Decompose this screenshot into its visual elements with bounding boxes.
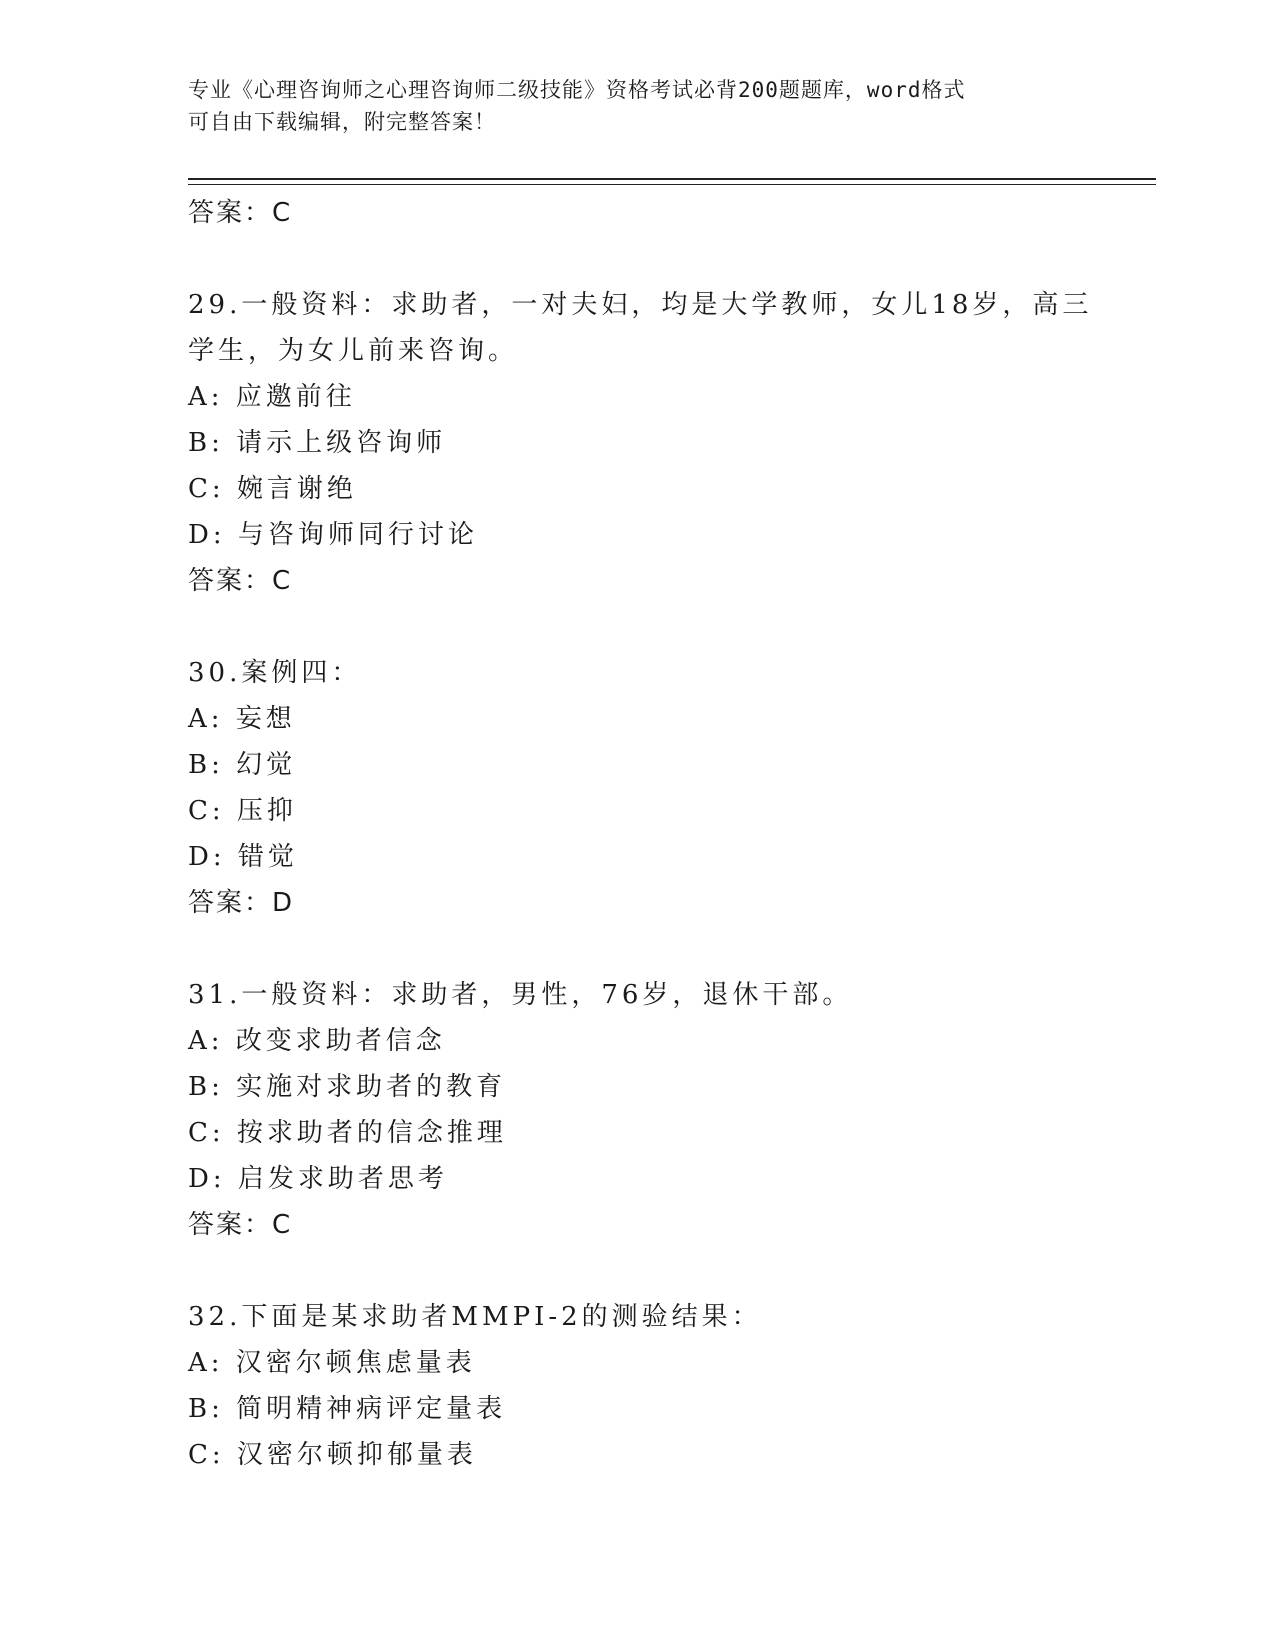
question-32 [188, 1294, 1088, 1478]
document-header [188, 74, 1068, 138]
answer-line: 答案：C [188, 566, 293, 596]
question-stem: 30.案例四： [188, 658, 362, 688]
question-list [188, 190, 1093, 1478]
option-d: D: 错觉 [188, 842, 298, 872]
option-d: D: 启发求助者思考 [188, 1164, 448, 1194]
question-31 [188, 972, 1088, 1248]
option-a: A: 汉密尔顿焦虑量表 [188, 1348, 476, 1378]
option-a: A: 应邀前往 [188, 382, 356, 412]
spacer [188, 1248, 1088, 1294]
answer-line: 答案：C [188, 1210, 293, 1240]
option-d: D: 与咨询师同行讨论 [188, 520, 478, 550]
spacer [188, 604, 1088, 650]
option-c: C: 婉言谢绝 [188, 474, 357, 504]
spacer [188, 926, 1088, 972]
option-b: B: 实施对求助者的教育 [188, 1072, 507, 1102]
spacer [188, 236, 1088, 282]
header-title-line-1: 专业《心理咨询师之心理咨询师二级技能》资格考试必背200题题库，word格式 [188, 78, 966, 102]
header-divider-thin [188, 184, 1156, 185]
question-stem: 32.下面是某求助者MMPI-2的测验结果： [188, 1302, 762, 1332]
question-29 [188, 282, 1093, 604]
option-a: A: 改变求助者信念 [188, 1026, 446, 1056]
option-b: B: 简明精神病评定量表 [188, 1394, 507, 1424]
option-c: C: 按求助者的信念推理 [188, 1118, 507, 1148]
question-30 [188, 650, 1088, 926]
option-a: A: 妄想 [188, 704, 296, 734]
answer-line: 答案：D [188, 888, 295, 918]
option-b: B: 幻觉 [188, 750, 297, 780]
option-c: C: 压抑 [188, 796, 297, 826]
option-b: B: 请示上级咨询师 [188, 428, 447, 458]
header-title-line-2: 可自由下载编辑，附完整答案！ [188, 110, 496, 134]
option-c: C: 汉密尔顿抑郁量表 [188, 1440, 477, 1470]
header-divider-thick [188, 178, 1156, 180]
answer-line: 答案：C [188, 198, 293, 228]
question-stem: 学生，为女儿前来咨询。 [188, 336, 519, 366]
question-stem: 31.一般资料：求助者，男性，76岁，退休干部。 [188, 980, 853, 1010]
question-stem: 29.一般资料：求助者，一对夫妇，均是大学教师，女儿18岁，高三 [188, 290, 1093, 320]
